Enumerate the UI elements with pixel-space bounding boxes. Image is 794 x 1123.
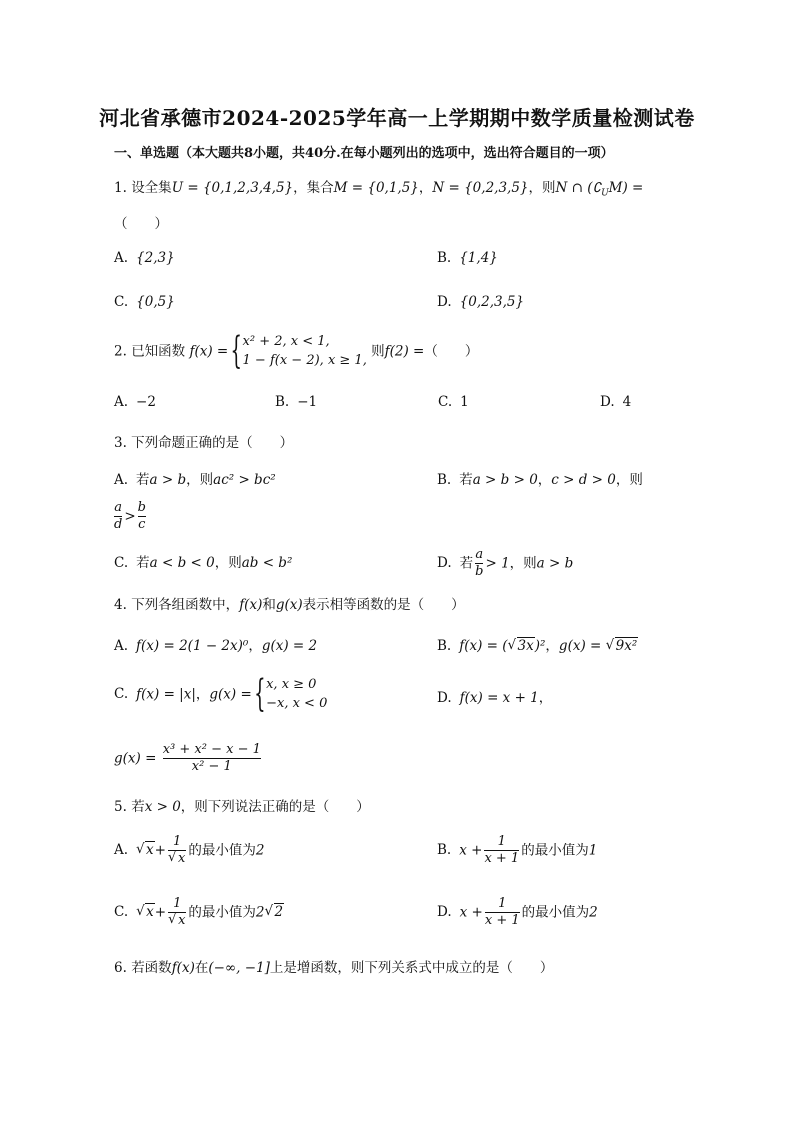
q4-option-d: D. f(x) = x + 1， (437, 690, 553, 706)
q4-option-d-continued: g(x) = $\frac{\text{x³ + x² − x − 1}}{\text{x² − 1}}$ (114, 742, 261, 775)
question-3-stem: 3. 下列命题正确的是（ ） (114, 435, 294, 451)
sqrt: √ 9x² (606, 638, 639, 654)
q2-option-c: C. 1 (438, 394, 469, 410)
q3-option-c: C. 若a < b < 0，则ab < b² (114, 555, 293, 571)
q1-text: ，则 (528, 180, 556, 196)
q1-set-n: N = {0,2,3,5} (432, 180, 529, 196)
sqrt: √ 3x (508, 638, 535, 654)
q1-expression: N ∩ (∁ (555, 180, 602, 196)
q4-option-b: B. f(x) = (√ 3x)²，g(x) = √ 9x² (437, 638, 638, 654)
fraction: $\frac{a}{b}$ (475, 547, 484, 580)
fraction: $\frac{1}{x + 1}$ (484, 834, 520, 867)
sqrt: √ x (136, 904, 155, 920)
q1-set-u: U = {0,1,2,3,4,5} (171, 180, 294, 196)
q3-option-b-continued: $\frac{a}{d}$ > $\frac{b}{c}$ (114, 500, 146, 533)
q1-option-a: A. {2,3} (114, 250, 175, 266)
fraction: $\frac{b}{c}$ (137, 500, 146, 533)
q3-option-d: D. 若 $\frac{a}{b}$ > 1，则a > b (437, 547, 574, 580)
q2-option-a: A. −2 (114, 394, 156, 410)
question-5-stem: 5. 若x > 0，则下列说法正确的是（ ） (114, 799, 370, 815)
q1-answer-paren: （ ） (114, 216, 168, 232)
q5-option-a: A.√ x+ 1 √ x 的最小值为2 (114, 834, 264, 868)
question-4-stem: 4. 下列各组函数中，f(x)和g(x)表示相等函数的是（ ） (114, 597, 465, 613)
q2-option-d: D. 4 (600, 394, 632, 410)
question-1-stem (114, 180, 643, 199)
q1-text: ，集合 (293, 180, 334, 196)
q3-option-a: A. 若a > b，则ac² > bc² (114, 472, 276, 488)
q2-option-b: B. −1 (275, 394, 318, 410)
fraction: 1 √ x (168, 896, 186, 930)
section-heading: 一、单选题（本大题共8小题，共40分.在每小题列出的选项中，选出符合题目的一项） (114, 146, 614, 161)
sqrt: √ x (136, 842, 155, 858)
fraction: $\frac{\text{x³ + x² − x − 1}}{\text{x² − 1}}$ (162, 742, 261, 775)
q1-text: 设全集 (131, 180, 172, 196)
q1-option-b: B. {1,4} (437, 250, 498, 266)
question-6-stem: 6. 若函数f(x)在(−∞, −1]上是增函数，则下列关系式中成立的是（ ） (114, 960, 554, 976)
sqrt: √ 2 (265, 904, 285, 920)
q4-option-a: A. f(x) = 2(1 − 2x)⁰，g(x) = 2 (114, 638, 318, 654)
page-title: 河北省承德市2024-2025学年高一上学期期中数学质量检测试卷 (99, 106, 695, 130)
q1-option-c: C. {0,5} (114, 294, 175, 310)
q1-subscript: U (601, 188, 609, 199)
q4-piecewise: { x, x ≥ 0 −x, x < 0 (256, 676, 327, 714)
fraction: 1 √ x (168, 834, 186, 868)
q1-number: 1. (114, 180, 127, 196)
q5-option-c: C.√ x+ 1 √ x 的最小值为2√ 2 (114, 896, 284, 930)
q5-option-b: B. x + $\frac{1}{x + 1}$ 的最小值为1 (437, 834, 598, 867)
sqrt: √ x (168, 913, 186, 929)
sqrt: √ x (168, 851, 186, 867)
q2-piecewise: { x² + 2, x < 1, 1 − f(x − 2), x ≥ 1, (233, 333, 367, 371)
q4-option-c: C. f(x) = |x|，g(x) = { x, x ≥ 0 −x, x < 0 (114, 676, 327, 714)
q1-text: ， (418, 180, 433, 196)
fraction: $\frac{a}{d}$ (114, 500, 123, 533)
q1-expression-end: M) = (608, 180, 644, 196)
q1-option-d: D. {0,2,3,5} (437, 294, 525, 310)
q2-function: f(x) = (189, 343, 229, 360)
fraction: $\frac{1}{x + 1}$ (484, 896, 520, 929)
q3-option-b: B. 若a > b > 0，c > d > 0，则 (437, 472, 643, 488)
question-2-stem: 2. 已知函数 f(x) = { x² + 2, x < 1, 1 − f(x − 2), x ≥ 1, 则f(2) =（ ） (114, 333, 478, 371)
q5-option-d: D. x + $\frac{1}{x + 1}$ 的最小值为2 (437, 896, 598, 929)
q1-set-m: M = {0,1,5} (333, 180, 419, 196)
